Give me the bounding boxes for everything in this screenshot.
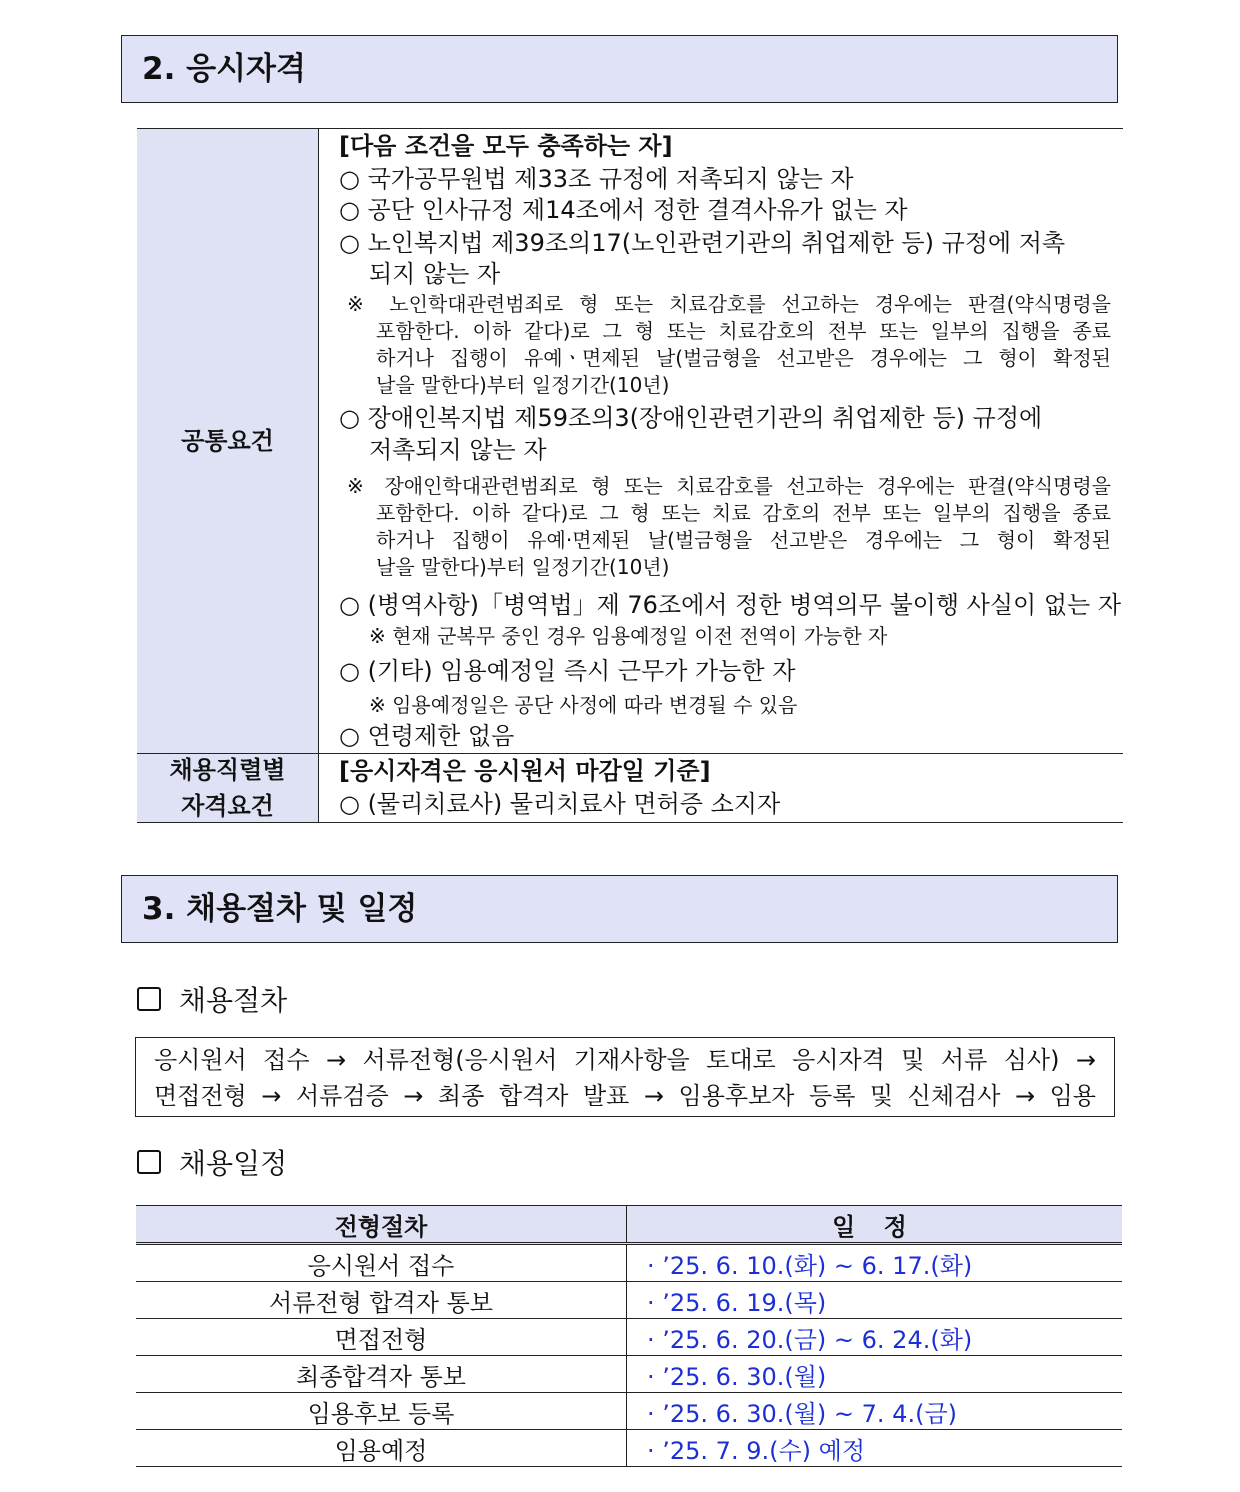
section-header-procedure: [121, 875, 1118, 943]
schedule-heading: 채용일정: [137, 1147, 287, 1181]
date-cell: · ’25. 7. 9.(수) 예정: [627, 1430, 1123, 1467]
procedure-box: [135, 1037, 1115, 1117]
common-item: ○ 공단 인사규정 제14조에서 정한 결격사유가 없는 자: [339, 196, 908, 224]
common-note: 날을 말한다)부터 일정기간(10년): [376, 373, 670, 397]
common-item: ○ 장애인복지법 제59조의3(장애인관련기관의 취업제한 등) 규정에: [339, 404, 1043, 432]
common-note: ※ 임용예정일은 공단 사정에 따라 변경될 수 있음: [369, 693, 798, 717]
procedure-heading: 채용절차: [137, 984, 287, 1018]
qualification-table: [137, 128, 1123, 823]
section-title: 3. 채용절차 및 일정: [142, 891, 418, 927]
job-heading: [응시자격은 응시원서 마감일 기준]: [339, 757, 711, 785]
common-item: ○ (기타) 임용예정일 즉시 근무가 가능한 자: [339, 657, 796, 685]
column-header-date: 일 정: [627, 1206, 1123, 1244]
checkbox-square-icon: [137, 1150, 161, 1174]
table-row: [136, 1244, 1122, 1282]
procedure-line: 면접전형 → 서류검증 → 최종 합격자 발표 → 임용후보자 등록 및 신체검사 → 임용: [154, 1082, 1096, 1110]
table-row: [136, 1430, 1122, 1467]
stage-cell: 최종합격자 통보: [136, 1356, 627, 1393]
table-row: [136, 1393, 1122, 1430]
common-item: ○ 노인복지법 제39조의17(노인관련기관의 취업제한 등) 규정에 저촉: [339, 229, 1066, 257]
schedule-table: [136, 1205, 1122, 1467]
stage-cell: 서류전형 합격자 통보: [136, 1282, 627, 1319]
stage-cell: 면접전형: [136, 1319, 627, 1356]
common-heading: [다음 조건을 모두 충족하는 자]: [339, 132, 673, 160]
common-note: 하거나 집행이 유예·면제된 날(벌금형을 선고받은 경우에는 그 형이 확정된: [376, 528, 1111, 552]
section-title: 2. 응시자격: [142, 51, 306, 87]
stage-cell: 임용후보 등록: [136, 1393, 627, 1430]
common-requirements-label: 공통요건: [137, 129, 319, 753]
table-row: [136, 1282, 1122, 1319]
common-item: ○ (병역사항)「병역법」제 76조에서 정한 병역의무 불이행 사실이 없는 자: [339, 591, 1122, 619]
common-note: ※ 노인학대관련범죄로 형 또는 치료감호를 선고하는 경우에는 판결(약식명령을: [347, 292, 1111, 316]
job-requirements-label: 채용직렬별 자격요건: [137, 754, 319, 822]
procedure-line: 응시원서 접수 → 서류전형(응시원서 기재사항을 토대로 응시자격 및 서류 심사) →: [154, 1046, 1096, 1074]
column-header-stage: 전형절차: [136, 1206, 627, 1244]
job-item: ○ (물리치료사) 물리치료사 면허증 소지자: [339, 790, 781, 818]
table-header-row: [136, 1206, 1122, 1244]
table-row: [136, 1356, 1122, 1393]
common-note: 포함한다. 이하 같다)로 그 형 또는 치료 감호의 전부 또는 일부의 집행을 종료: [376, 501, 1111, 525]
common-note: 하거나 집행이 유예ㆍ면제된 날(벌금형을 선고받은 경우에는 그 형이 확정된: [376, 346, 1111, 370]
date-cell: · ’25. 6. 30.(월): [627, 1356, 1123, 1393]
common-note: 날을 말한다)부터 일정기간(10년): [376, 555, 670, 579]
date-cell: · ’25. 6. 10.(화) ~ 6. 17.(화): [627, 1244, 1123, 1282]
common-item-continued: 저촉되지 않는 자: [369, 436, 547, 464]
checkbox-square-icon: [137, 987, 161, 1011]
common-item: ○ 연령제한 없음: [339, 722, 515, 750]
common-item: ○ 국가공무원법 제33조 규정에 저촉되지 않는 자: [339, 165, 854, 193]
stage-cell: 응시원서 접수: [136, 1244, 627, 1282]
section-header-qualification: [121, 35, 1118, 103]
common-note: 포함한다. 이하 같다)로 그 형 또는 치료감호의 전부 또는 일부의 집행을 종료: [376, 319, 1111, 343]
date-cell: · ’25. 6. 20.(금) ~ 6. 24.(화): [627, 1319, 1123, 1356]
stage-cell: 임용예정: [136, 1430, 627, 1467]
date-cell: · ’25. 6. 30.(월) ~ 7. 4.(금): [627, 1393, 1123, 1430]
table-row: [136, 1319, 1122, 1356]
common-note: ※ 장애인학대관련범죄로 형 또는 치료감호를 선고하는 경우에는 판결(약식명령을: [347, 474, 1111, 498]
common-item-continued: 되지 않는 자: [369, 260, 501, 288]
date-cell: · ’25. 6. 19.(목): [627, 1282, 1123, 1319]
common-note: ※ 현재 군복무 중인 경우 임용예정일 이전 전역이 가능한 자: [369, 624, 888, 648]
